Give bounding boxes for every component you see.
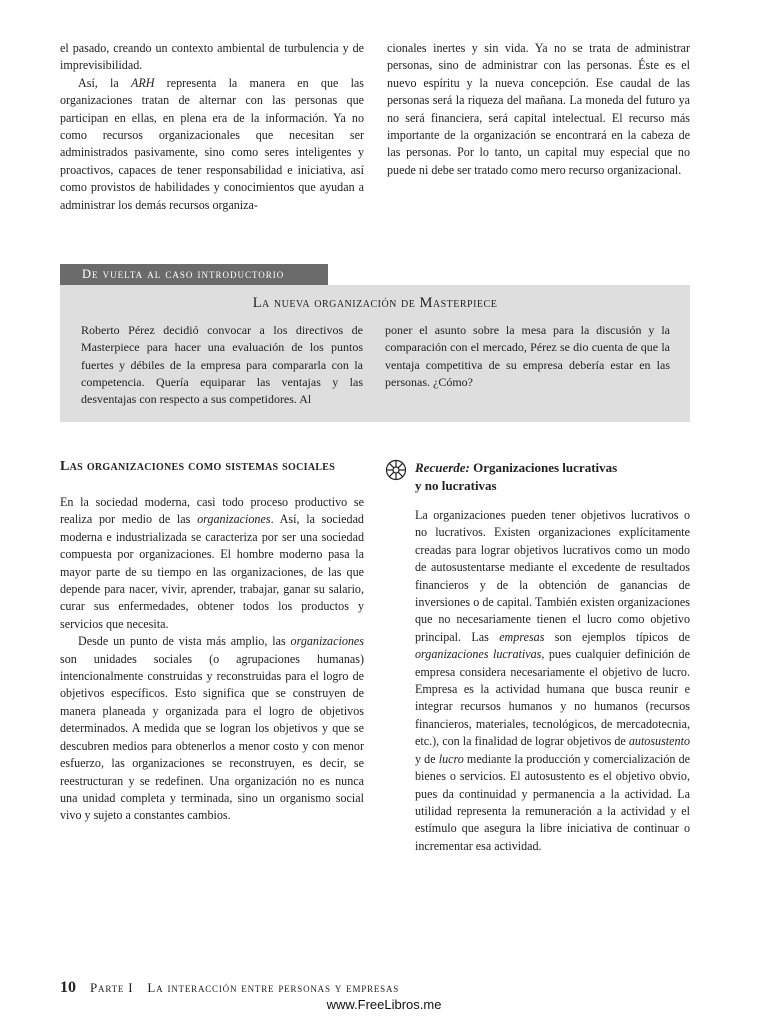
paragraph: Así, la ARH representa la manera en que las organizaciones tratan de alternar con las personas que participan en ellas, en plena era de la información. Ya no como recursos organizacionales que necesitan ser administrados pasivamente, sino como seres inteligentes y proactivos, capaces de tener responsabilidad e iniciativa, así como provistos de habilidades y conocimientos que ayudan a administrar los demás recursos organiza-	[60, 75, 365, 212]
paragraph: el pasado, creando un contexto ambiental de turbulencia y de imprevisibilidad.	[60, 41, 364, 73]
paragraph: Desde un punto de vista más amplio, las organizaciones son unidades sociales (o agrupaciones humanas) intencionalmente construidas y reconstruidas para el logro de objetivos específicos. Esto significa que se construyen de manera planeada y organizada para el logro de objetivos determinados. A medida que se logran los objetivos y que se descubren medios para obtenerlos a menor costo y con menor esfuerzo, las organizaciones se reconstruyen, es decir, se reestructuran y se redefinen. Una organización no es nunca una unidad completa y terminada, sino un organismo social vivo y sujeto a constantes cambios.	[60, 634, 364, 823]
case-box-tab: De vuelta al caso introductorio	[60, 264, 328, 285]
emphasis: lucro	[438, 751, 464, 766]
recuerde-body	[415, 507, 690, 855]
section-heading: Las organizaciones como sistemas sociales	[60, 459, 336, 474]
paragraph: Roberto Pérez decidió convocar a los directivos de Masterpiece para hacer una evaluación de los puntos fuertes y débiles de la empresa para compararla con la competencia. Quería equiparar las ventajas y las desventajas con respecto a sus competidores. Al	[81, 323, 363, 407]
part-label: Parte I	[90, 980, 134, 995]
recuerde-title-line2: y no lucrativas	[415, 478, 497, 493]
recuerde-title-line1: Organizaciones lucrativas	[473, 460, 618, 475]
recuerde-heading	[415, 459, 690, 495]
emphasis: organizaciones lucrativas	[415, 647, 542, 662]
recuerde-label: Recuerde:	[415, 460, 470, 475]
emphasis: ARH	[130, 75, 155, 90]
page-footer	[60, 979, 399, 997]
paragraph: cionales inertes y sin vida. Ya no se trata de administrar personas, sino de administrar con las personas. Éste es el nuevo espíritu y la nueva concepción. Ese caudal de las personas será la riqueza del mañana. La moneda del futuro ya no será financiera, será capital intelectual. El recurso más importante de la organización se encontrará en la cabeza de las personas. Por lo tanto, un capital muy especial que no puede ni debe ser tratado como mero recurso organizacional.	[387, 41, 690, 177]
watermark-url: www.FreeLibros.me	[326, 997, 442, 1012]
part-title: La interacción entre personas y empresas	[147, 980, 400, 995]
emphasis: autosustento	[628, 734, 690, 749]
top-right-column	[387, 40, 690, 179]
case-box-left-text	[81, 322, 363, 408]
paragraph: poner el asunto sobre la mesa para la discusión y la comparación con el mercado, Pérez se dio cuenta de que la ventaja competitiva de su empresa debería estar en las personas. ¿Cómo?	[385, 323, 670, 389]
page-number: 10	[60, 979, 76, 996]
paragraph: La organizaciones pueden tener objetivos lucrativos o no lucrativos. Existen organizaciones explícitamente creadas para lograr objetivos lucrativos como un modo de autosustentarse mediante el excedente de resultados financieros y de la obtención de ganancias de inversiones o de capital. También existen organizaciones que no necesariamente tienen el lucro como objetivo principal. Las empresas son ejemplos típicos de organizaciones lucrativas, pues cualquier definición de empresa considera necesariamente el objetivo de lucro. Empresa es la actividad humana que busca reunir e integrar recursos humanos y no humanos (recursos financieros, materiales, tecnológicos, de mercadotecnia, etc.), con la finalidad de lograr objetivos de autosustento y de lucro mediante la producción y comercialización de bienes o servicios. El autosustento es el objetivo obvio, pues da continuidad y permanencia a la actividad. La utilidad representa la remuneración a la actividad y el estímulo que asegura la libre iniciativa de continuar o incrementar esa actividad.	[415, 508, 690, 853]
emphasis: empresas	[499, 629, 545, 644]
recuerde-emblem-icon	[385, 459, 407, 481]
emphasis: organizaciones	[290, 634, 364, 649]
case-box-title: La nueva organización de Masterpiece	[252, 295, 498, 311]
top-left-column	[60, 40, 364, 214]
paragraph: En la sociedad moderna, casi todo proceso productivo se realiza por medio de las organizaciones. Así, la sociedad moderna e industrializada se caracteriza por ser una sociedad compuesta por organizaciones. El hombre moderno pasa la mayor parte de su tiempo en las organizaciones, de las que depende para nacer, vivir, aprender, trabajar, ganar su salario, curar sus enfermedades, obtener todos los productos y servicios que necesita.	[60, 495, 364, 631]
case-box-right-text	[385, 322, 670, 391]
emphasis: organizaciones	[197, 512, 271, 527]
section-body	[60, 494, 364, 825]
